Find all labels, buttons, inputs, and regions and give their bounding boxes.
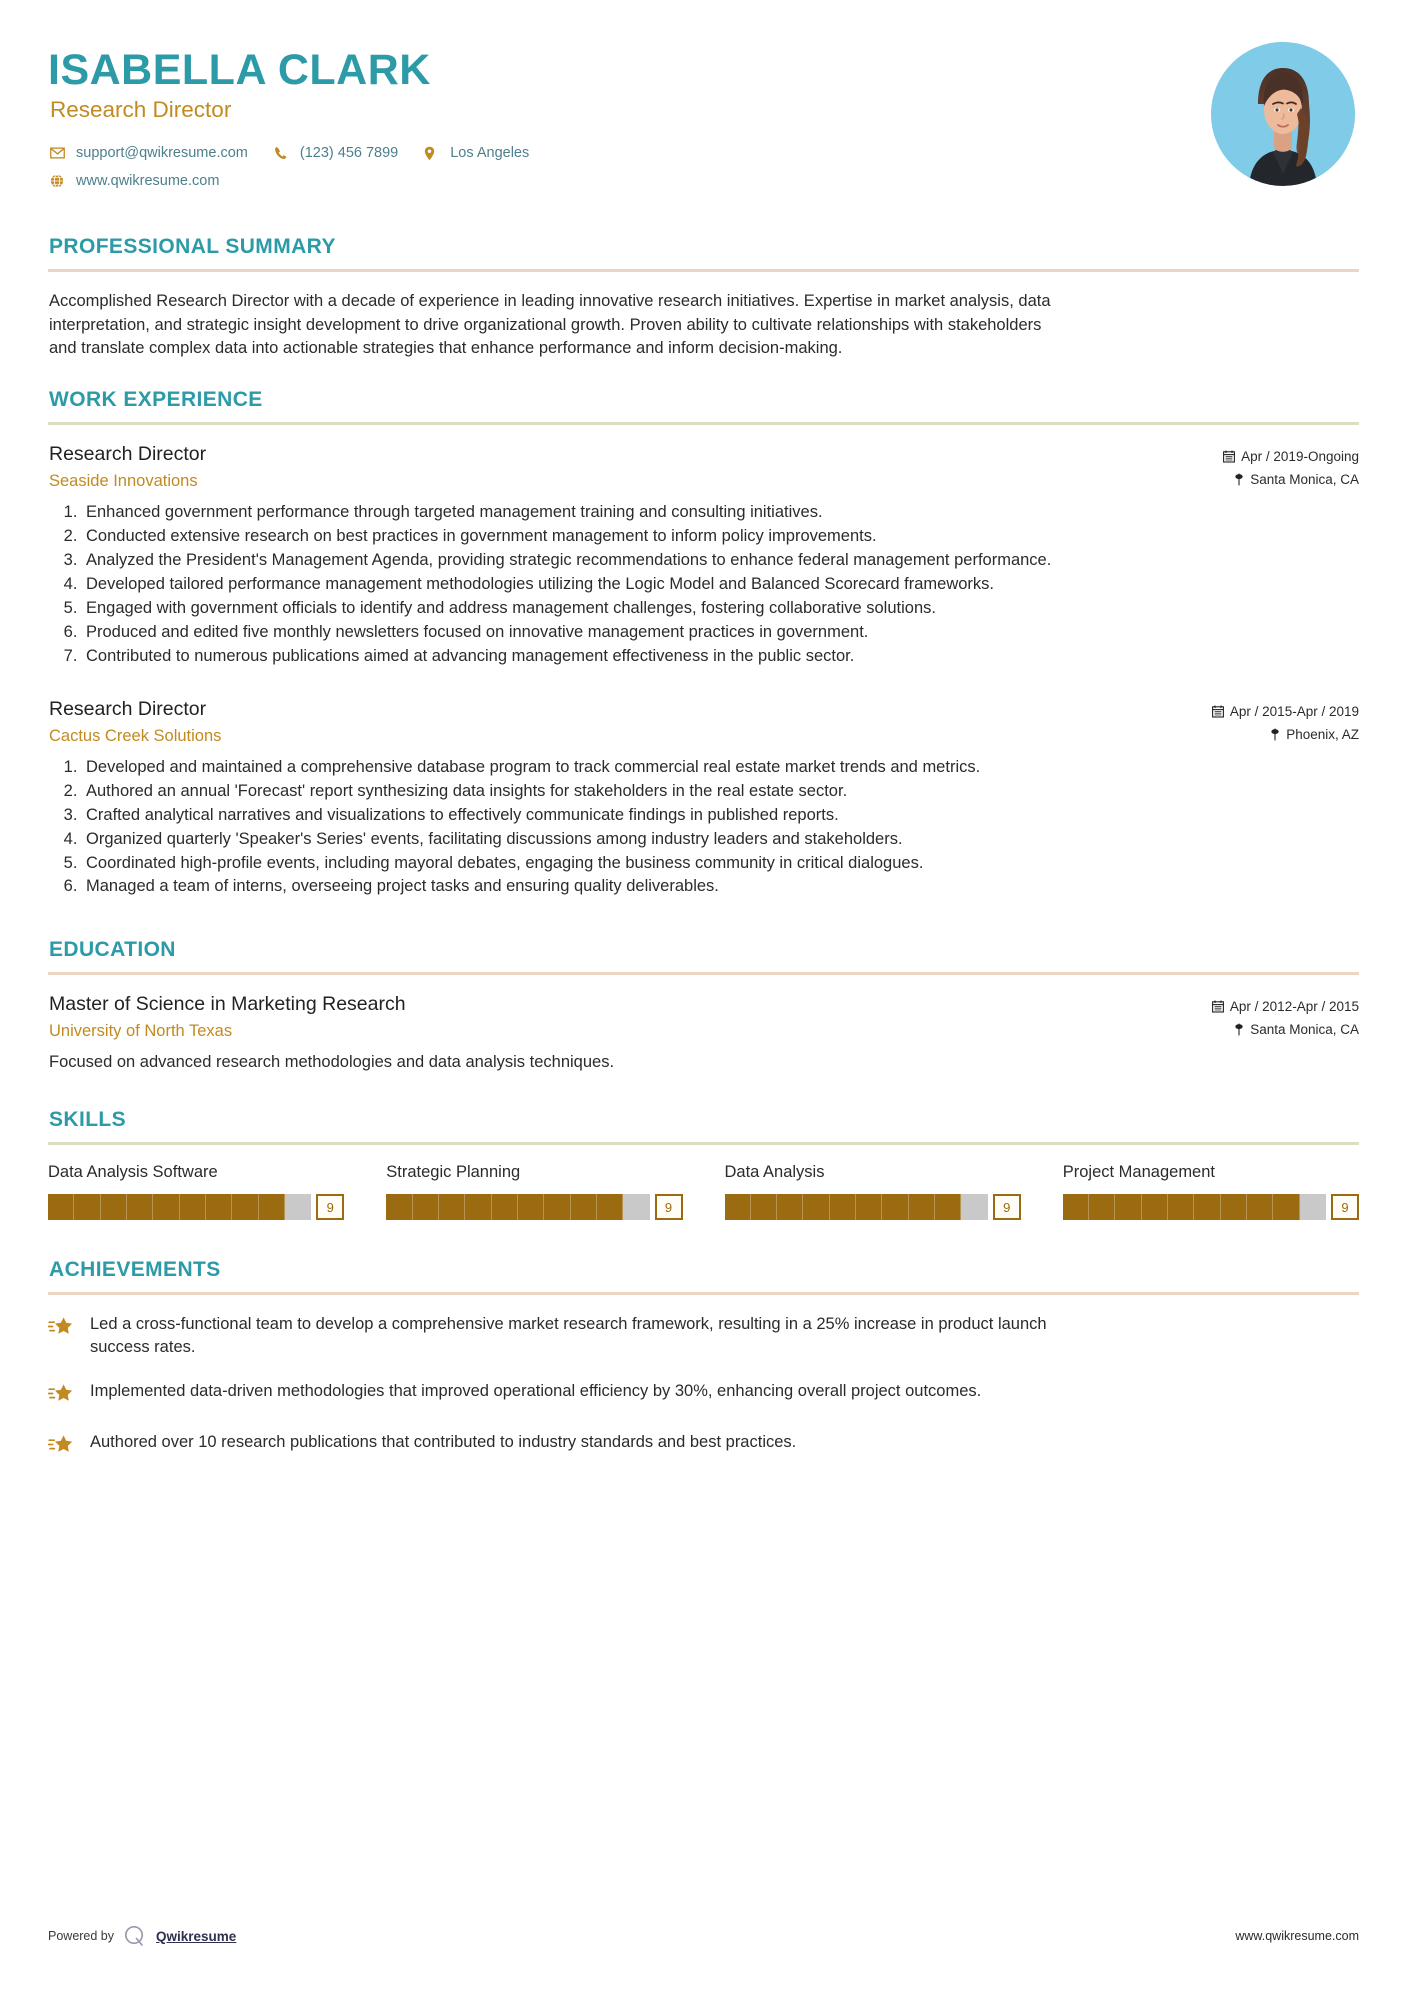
skill-bar-segment — [803, 1194, 829, 1220]
contact-location — [424, 145, 529, 161]
achievement-text: Authored over 10 research publications that contributed to industry standards and best practices. — [90, 1432, 797, 1451]
candidate-name: ISABELLA CLARK — [48, 46, 431, 94]
section-skills — [48, 1108, 1359, 1220]
skill-bar-segment — [597, 1194, 623, 1220]
skill-bar-segment — [232, 1194, 258, 1220]
skill-bar-segment — [439, 1194, 465, 1220]
section-education — [48, 938, 1359, 1072]
education-meta — [1149, 993, 1359, 1045]
experience-dates-line — [1149, 704, 1359, 719]
skill-label: Data Analysis Software — [48, 1163, 218, 1182]
list-item: 4. Developed tailored performance management methodologies utilizing the Logic Model and Balanced Scorecard frameworks. — [82, 573, 1359, 596]
education-location-line — [1149, 1022, 1359, 1037]
footer-website[interactable]: www.qwikresume.com — [1235, 1929, 1359, 1943]
footer-branding — [48, 1924, 236, 1948]
section-divider-summary — [48, 269, 1359, 272]
skill-item — [386, 1163, 682, 1220]
globe-icon — [50, 174, 72, 188]
section-divider-experience — [48, 422, 1359, 425]
contact-row-secondary — [50, 173, 1211, 189]
section-professional-summary — [48, 235, 1359, 360]
skill-value-badge: 9 — [1331, 1194, 1359, 1220]
calendar-icon — [1212, 705, 1224, 718]
skill-rating — [386, 1194, 682, 1220]
education-description: Focused on advanced research methodologies and data analysis techniques. — [49, 1053, 615, 1072]
powered-by-label: Powered by — [48, 1929, 115, 1943]
education-location-text: Santa Monica, CA — [1250, 1022, 1359, 1038]
contact-website-text: www.qwikresume.com — [76, 173, 220, 190]
list-item — [48, 1380, 1359, 1411]
section-achievements — [48, 1258, 1359, 1461]
skill-bar-track — [1063, 1194, 1326, 1220]
list-item: 6. Managed a team of interns, overseeing project tasks and ensuring quality deliverables. — [82, 875, 1359, 898]
achievement-text: Implemented data-driven methodologies that improved operational efficiency by 30%, enhancing overall project outcomes. — [90, 1381, 982, 1400]
shooting-star-icon — [48, 1431, 76, 1462]
summary-text: Accomplished Research Director with a decade of experience in leading innovative research initiatives. Expertise in market analysis, data interpretation, and strategic insight development to drive organizational growth. Proven ability to cultivate relationships with stakeholders and translate complex data into actionable strategies that enhance performance and inform decision-making. — [49, 292, 1051, 357]
skill-rating — [48, 1194, 344, 1220]
qwikresume-brand-link[interactable]: Qwikresume — [156, 1928, 237, 1944]
section-divider-skills — [48, 1142, 1359, 1145]
list-item — [48, 1313, 1359, 1359]
skill-bar-segment — [909, 1194, 935, 1220]
education-entry — [48, 993, 1359, 1072]
shooting-star-icon — [48, 1313, 76, 1344]
skill-bar-segment — [623, 1194, 649, 1220]
skill-bar-segment — [74, 1194, 100, 1220]
skill-bar-segment — [1089, 1194, 1115, 1220]
skill-bar-segment — [1247, 1194, 1273, 1220]
phone-icon — [274, 146, 296, 160]
calendar-icon — [1223, 450, 1235, 463]
experience-meta — [1149, 443, 1359, 495]
list-item: 2. Conducted extensive research on best practices in government management to inform policy improvements. — [82, 525, 1359, 548]
skill-bar-track — [725, 1194, 988, 1220]
list-item: 5. Engaged with government officials to identify and address management challenges, fostering collaborative solutions. — [82, 597, 1359, 620]
experience-meta — [1149, 698, 1359, 750]
section-heading-education: EDUCATION — [49, 938, 176, 962]
skill-bar-segment — [206, 1194, 232, 1220]
skill-item — [48, 1163, 344, 1220]
section-heading-skills: SKILLS — [49, 1108, 127, 1132]
skill-label: Data Analysis — [724, 1163, 825, 1182]
map-pin-icon — [1270, 728, 1280, 741]
list-item — [48, 1431, 1359, 1462]
list-item: 6. Produced and edited five monthly newsletters focused on innovative management practices in government. — [82, 621, 1359, 644]
skill-bar-segment — [180, 1194, 206, 1220]
skill-bar-segment — [856, 1194, 882, 1220]
experience-entry — [48, 443, 1359, 667]
skill-value-badge: 9 — [316, 1194, 344, 1220]
contact-location-text: Los Angeles — [450, 145, 530, 162]
skill-bar-segment — [882, 1194, 908, 1220]
skill-rating — [1063, 1194, 1359, 1220]
qwikresume-logo-icon — [123, 1924, 147, 1948]
skill-bar-segment — [153, 1194, 179, 1220]
skill-bar-segment — [492, 1194, 518, 1220]
skill-bar-segment — [725, 1194, 751, 1220]
section-divider-achievements — [48, 1292, 1359, 1295]
map-pin-icon — [1234, 1023, 1244, 1036]
contact-phone[interactable] — [274, 145, 398, 161]
list-item: 2. Authored an annual 'Forecast' report synthesizing data insights for stakeholders in the real estate sector. — [82, 780, 1359, 803]
education-dates-line — [1149, 999, 1359, 1014]
skill-bar-segment — [1221, 1194, 1247, 1220]
skill-value-badge: 9 — [655, 1194, 683, 1220]
skill-bar-segment — [935, 1194, 961, 1220]
avatar-photo — [1211, 42, 1355, 186]
experience-entry-main — [48, 443, 1149, 495]
contact-email[interactable] — [50, 145, 248, 161]
education-entry-header — [48, 993, 1359, 1045]
skill-bar-segment — [285, 1194, 311, 1220]
resume-header — [48, 0, 1359, 201]
skill-bar-segment — [571, 1194, 597, 1220]
shooting-star-icon — [48, 1380, 76, 1411]
experience-role: Research Director — [49, 443, 207, 466]
skill-bar-track — [386, 1194, 649, 1220]
education-entry-main — [48, 993, 1149, 1045]
list-item: 5. Coordinated high-profile events, including mayoral debates, engaging the business community in critical dialogues. — [82, 852, 1359, 875]
achievements-list — [48, 1313, 1359, 1461]
education-degree: Master of Science in Marketing Research — [49, 993, 406, 1016]
education-school: University of North Texas — [49, 1022, 233, 1041]
skill-label: Project Management — [1062, 1163, 1215, 1182]
list-item: 1. Enhanced government performance through targeted management training and consulting initiatives. — [82, 501, 1359, 524]
experience-location-line — [1149, 472, 1359, 487]
experience-company: Cactus Creek Solutions — [49, 726, 222, 745]
contact-info — [50, 145, 1211, 189]
skill-label: Strategic Planning — [386, 1163, 521, 1182]
experience-role: Research Director — [49, 697, 207, 720]
experience-location-text: Santa Monica, CA — [1250, 472, 1359, 488]
experience-entry-header — [48, 443, 1359, 495]
list-item: 3. Analyzed the President's Management Agenda, providing strategic recommendations to enhance federal management performance. — [82, 549, 1359, 572]
experience-entry-main — [48, 698, 1149, 750]
contact-phone-text: (123) 456 7899 — [299, 145, 399, 162]
skill-bar-segment — [465, 1194, 491, 1220]
section-work-experience — [48, 388, 1359, 898]
header-text-block — [48, 40, 1211, 201]
experience-entry — [48, 698, 1359, 899]
avatar — [1211, 42, 1355, 186]
experience-company: Seaside Innovations — [49, 472, 198, 491]
skill-bar-segment — [1273, 1194, 1299, 1220]
skill-bar-segment — [961, 1194, 987, 1220]
section-divider-education — [48, 972, 1359, 975]
skill-bar-segment — [48, 1194, 74, 1220]
skill-bar-segment — [1194, 1194, 1220, 1220]
map-pin-icon — [1234, 473, 1244, 486]
skill-bar-segment — [1063, 1194, 1089, 1220]
list-item: 4. Organized quarterly 'Speaker's Series' events, facilitating discussions among industry leaders and stakeholders. — [82, 828, 1359, 851]
skill-bar-segment — [1142, 1194, 1168, 1220]
footer — [48, 1924, 1359, 1948]
skill-bar-segment — [751, 1194, 777, 1220]
skill-bar-segment — [1168, 1194, 1194, 1220]
list-item: 7. Contributed to numerous publications aimed at advancing management effectiveness in the public sector. — [82, 645, 1359, 668]
skill-bar-segment — [1115, 1194, 1141, 1220]
experience-location-line — [1149, 727, 1359, 742]
skill-bar-segment — [259, 1194, 285, 1220]
achievement-text: Led a cross-functional team to develop a comprehensive market research framework, resulting in a 25% increase in product launch success rates. — [90, 1315, 1047, 1357]
skill-bar-segment — [830, 1194, 856, 1220]
skill-value-badge: 9 — [993, 1194, 1021, 1220]
education-dates-text: Apr / 2012-Apr / 2015 — [1229, 999, 1359, 1015]
location-pin-icon — [424, 146, 446, 161]
skill-bar-segment — [127, 1194, 153, 1220]
skill-bar-segment — [777, 1194, 803, 1220]
skill-bar-track — [48, 1194, 311, 1220]
section-heading-achievements: ACHIEVEMENTS — [49, 1258, 221, 1282]
skill-bar-segment — [386, 1194, 412, 1220]
experience-dates-line — [1149, 449, 1359, 464]
experience-bullet-list — [48, 756, 1359, 899]
skill-item — [1063, 1163, 1359, 1220]
contact-row-primary — [50, 145, 1211, 161]
skill-bar-segment — [413, 1194, 439, 1220]
skill-item — [725, 1163, 1021, 1220]
skills-grid — [48, 1163, 1359, 1220]
experience-bullet-list — [48, 501, 1359, 667]
candidate-job-title: Research Director — [50, 97, 232, 123]
skill-bar-segment — [544, 1194, 570, 1220]
section-heading-summary: PROFESSIONAL SUMMARY — [49, 235, 336, 259]
skill-bar-segment — [1300, 1194, 1326, 1220]
list-item: 3. Crafted analytical narratives and visualizations to effectively communicate findings in published reports. — [82, 804, 1359, 827]
experience-entry-header — [48, 698, 1359, 750]
envelope-icon — [50, 147, 72, 159]
section-heading-experience: WORK EXPERIENCE — [49, 388, 263, 412]
skill-bar-segment — [101, 1194, 127, 1220]
experience-dates-text: Apr / 2015-Apr / 2019 — [1229, 703, 1359, 719]
skill-bar-segment — [518, 1194, 544, 1220]
skill-rating — [725, 1194, 1021, 1220]
experience-location-text: Phoenix, AZ — [1286, 726, 1359, 742]
contact-email-text: support@qwikresume.com — [76, 145, 248, 162]
calendar-icon — [1212, 1000, 1224, 1013]
experience-dates-text: Apr / 2019-Ongoing — [1241, 449, 1359, 465]
contact-website[interactable] — [50, 173, 219, 189]
list-item: 1. Developed and maintained a comprehensive database program to track commercial real estate market trends and metrics. — [82, 756, 1359, 779]
